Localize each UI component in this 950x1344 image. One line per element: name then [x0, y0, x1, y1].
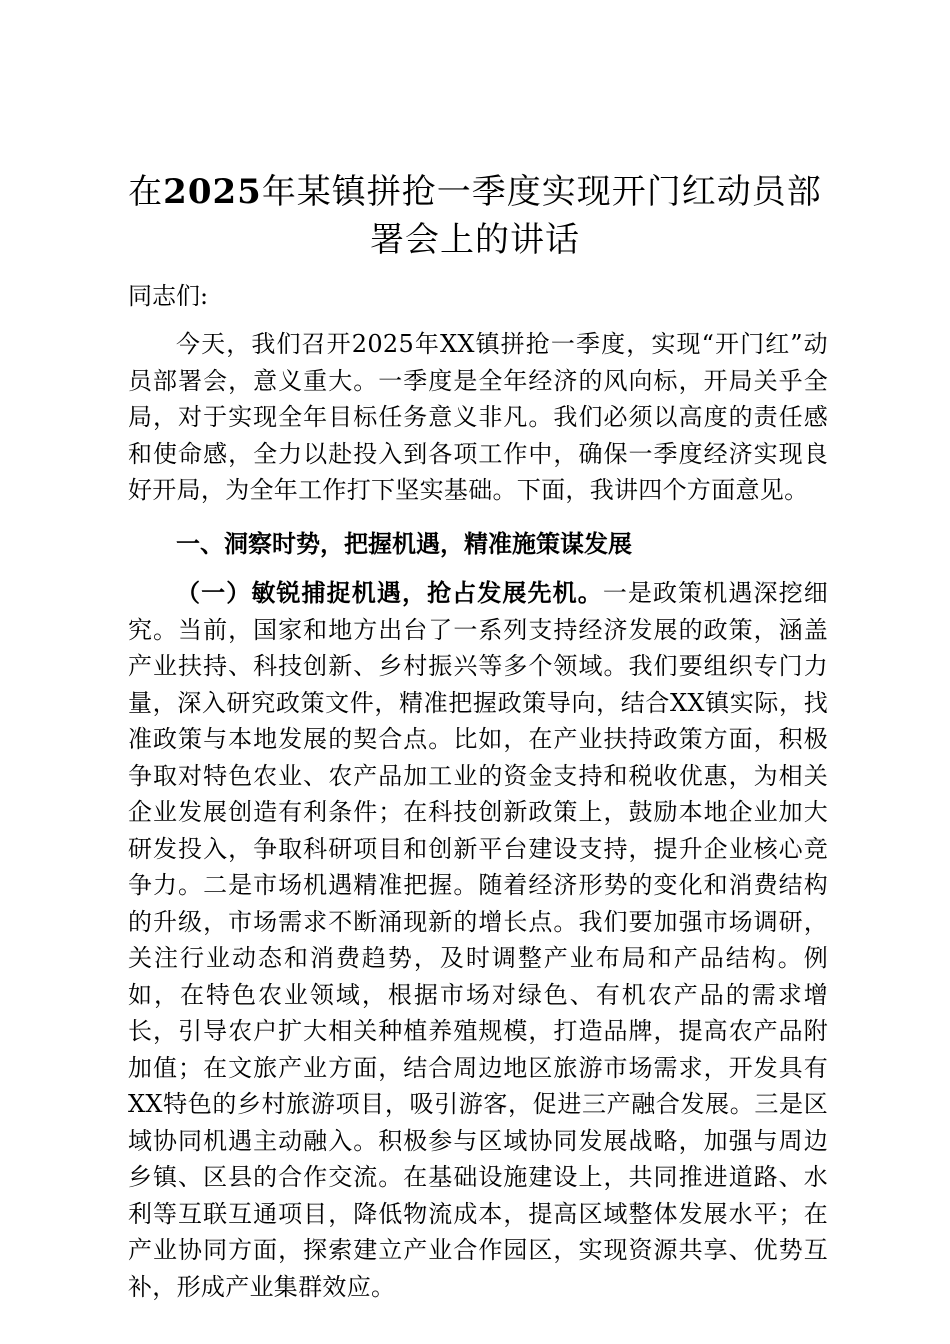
subsection-body: 一是政策机遇深挖细究。当前，国家和地方出台了一系列支持经济发展的政策，涵盖产业扶持、科技创新、乡村振兴等多个领域。我们要组织专门力量，深入研究政策文件，精准把握政策导向，结合XX镇实际，找准政策与本地发展的契合点。比如，在产业扶持政策方面，积极争取对特色农业、农产品加工业的资金支持和税收优惠，为相关企业发展创造有利条件；在科技创新政策上，鼓励本地企业加大研发投入，争取科研项目和创新平台建设支持，提升企业核心竞争力。二是市场机遇精准把握。随着经济形势的变化和消费结构的升级，市场需求不断涌现新的增长点。我们要加强市场调研，关注行业动态和消费趋势，及时调整产业布局和产品结构。例如，在特色农业领域，根据市场对绿色、有机农产品的需求增长，引导农户扩大相关种植养殖规模，打造品牌，提高农产品附加值；在文旅产业方面，结合周边地区旅游市场需求，开发具有XX特色的乡村旅游项目，吸引游客，促进三产融合发展。三是区域协同机遇主动融入。积极参与区域协同发展战略，加强与周边乡镇、区县的合作交流。在基础设施建设上，共同推进道路、水利等互联互通项目，降低物流成本，提高区域整体发展水平；在产业协同方面，探索建立产业合作园区，实现资源共享、优势互补，形成产业集群效应。 [128, 579, 828, 1301]
salutation: 同志们: [128, 282, 209, 310]
title-rest: 年某镇拼抢一季度实现开门红动员部署会上的讲话 [261, 172, 822, 260]
title-prefix: 在 [128, 172, 164, 212]
intro-paragraph: 今天，我们召开2025年XX镇拼抢一季度，实现“开门红”动员部署会，意义重大。一季度是全年经济的风向标，开局关乎全局，对于实现全年目标任务意义非凡。我们必须以高度的责任感和使命感，全力以赴投入到各项工作中，确保一季度经济实现良好开局，为全年工作打下坚实基础。下面，我讲四个方面意见。 [128, 330, 828, 504]
section-heading-1: 一、洞察时势，把握机遇，精准施策谋发展 [176, 529, 632, 558]
document-title [120, 168, 830, 264]
subsection-lead: （一）敏锐捕捉机遇，抢占发展先机。 [176, 578, 603, 607]
title-year: 2025 [163, 172, 262, 212]
subsection-paragraph-1 [128, 575, 828, 1305]
